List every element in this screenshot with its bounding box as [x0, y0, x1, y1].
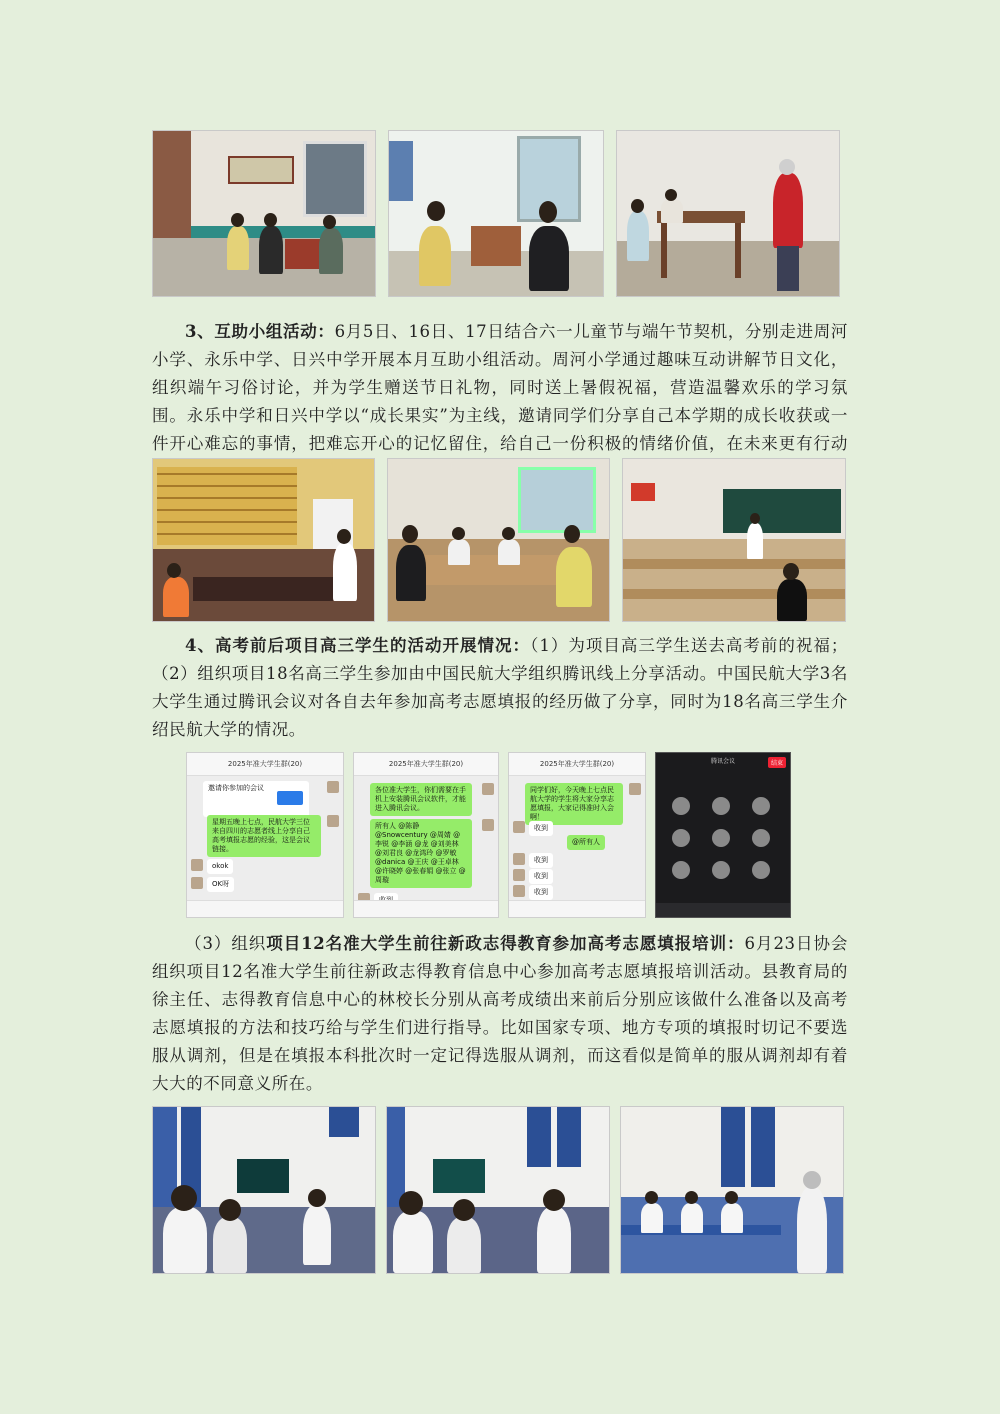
photo-training-1 — [152, 1106, 376, 1274]
chat-screenshot-3 — [508, 752, 646, 918]
chat-mention: @所有人 — [567, 835, 605, 850]
chat-title: 2025年准大学生群(20) — [509, 753, 645, 776]
section-4-heading: 4、高考前后项目高三学生的活动开展情况： — [185, 636, 531, 655]
meeting-card — [203, 781, 309, 817]
photo-row-visits — [152, 130, 840, 297]
chat-reply: 收到 — [529, 853, 553, 868]
chat-reply: 收到 — [529, 821, 553, 836]
section-4-3-paragraph — [152, 930, 848, 1098]
chat-input-bar[interactable] — [187, 900, 343, 917]
photo-group-table-talk — [387, 458, 610, 622]
section-3-body: 6月5日、16日、17日结合六一儿童节与端午节契机，分别走进周河小学、永乐中学、日兴中学开展本月互助小组活动。周河小学通过趣味互动讲解节日文化，组织端午习俗讨论，并为学生赠送节日礼物，同时送上暑假祝福，营造温馨欢乐的学习氛围。永乐中学和日兴中学以“成长果实”为主线，邀请同学们分享自己本学期的成长收获或一件开心难忘的事情，把难忘开心的记忆留住，给自己一份积极的情绪价值，在未来更有行动 — [152, 322, 848, 453]
chat-screenshot-2 — [353, 752, 499, 918]
chat-message: 所有人 @陈静 @Snowcentury @周婧 @李锐 @李涵 @龙 @刘美林 @刘君良 @龙鸿玲 @罗敏 @danica @王庆 @王卓林 @许晓婷 @张春娟 @张立 @周璇 — [370, 819, 472, 888]
chat-input-bar[interactable] — [354, 900, 498, 917]
chat-reply: okok — [207, 859, 233, 874]
chat-title: 2025年准大学生群(20) — [187, 753, 343, 776]
section-4-paragraph — [152, 632, 848, 744]
photo-home-visit-courtyard — [152, 130, 376, 297]
meeting-toolbar[interactable] — [656, 903, 790, 917]
chat-screenshot-1 — [186, 752, 344, 918]
photo-training-2 — [386, 1106, 610, 1274]
section-4-body: （1）为项目高三学生送去高考前的祝福；（2）组织项目18名高三学生参加由中国民航大学组织腾讯线上分享活动。中国民航大学3名大学生通过腾讯会议对各自去年参加高考志愿填报的经历做了分享，同时为18名高三学生介绍民航大学的情况。 — [152, 636, 849, 739]
photo-row-groups — [152, 458, 846, 622]
chat-input-bar[interactable] — [509, 900, 645, 917]
photo-home-visit-room — [388, 130, 604, 297]
section-4-3-prefix: （3）组织 — [185, 934, 267, 953]
photo-home-visit-elder — [616, 130, 840, 297]
end-meeting-button[interactable]: 结束 — [768, 757, 786, 768]
chat-message: 各位准大学生，你们需要在手机上安装腾讯会议软件，才能进入腾讯会议。 — [370, 783, 472, 816]
photo-group-classroom-awards — [152, 458, 375, 622]
chat-message: 星期五晚上七点，民航大学三位来自四川的志愿者线上分享自己高考填报志愿的经验，这是会议链接。 — [207, 815, 321, 857]
chat-message: 同学们好，今天晚上七点民航大学的学生将大家分享志愿填报，大家记得准时入会啊！ — [525, 783, 623, 825]
photo-row-training — [152, 1106, 844, 1274]
photo-group-classroom-rows — [622, 458, 846, 622]
meeting-card-title: 邀请你参加的会议 — [208, 784, 264, 792]
chat-reply: 收到 — [529, 869, 553, 884]
meeting-screenshot — [655, 752, 791, 918]
section-4-3-body: 6月23日协会组织项目12名准大学生前往新政志得教育信息中心参加高考志愿填报培训活动。县教育局的徐主任、志得教育信息中心的林校长分别从高考成绩出来前后分别应该做什么准备以及高考志愿填报的方法和技巧给与学生们进行指导。比如国家专项、地方专项的填报时切记不要选服从调剂，但是在填报本科批次时一定记得选服从调剂，而这看似是简单的服从调剂却有着大大的不同意义所在。 — [152, 934, 849, 1093]
chat-screenshot-row — [186, 752, 791, 918]
chat-reply: OK呀 — [207, 877, 234, 892]
chat-title: 2025年准大学生群(20) — [354, 753, 498, 776]
section-3-heading: 3、互助小组活动： — [185, 322, 335, 341]
section-4-3-heading: 项目12名准大学生前往新政志得教育参加高考志愿填报培训： — [266, 934, 745, 953]
photo-training-3 — [620, 1106, 844, 1274]
chat-reply: 收到 — [529, 885, 553, 900]
meeting-title: 腾讯会议 — [710, 758, 735, 765]
